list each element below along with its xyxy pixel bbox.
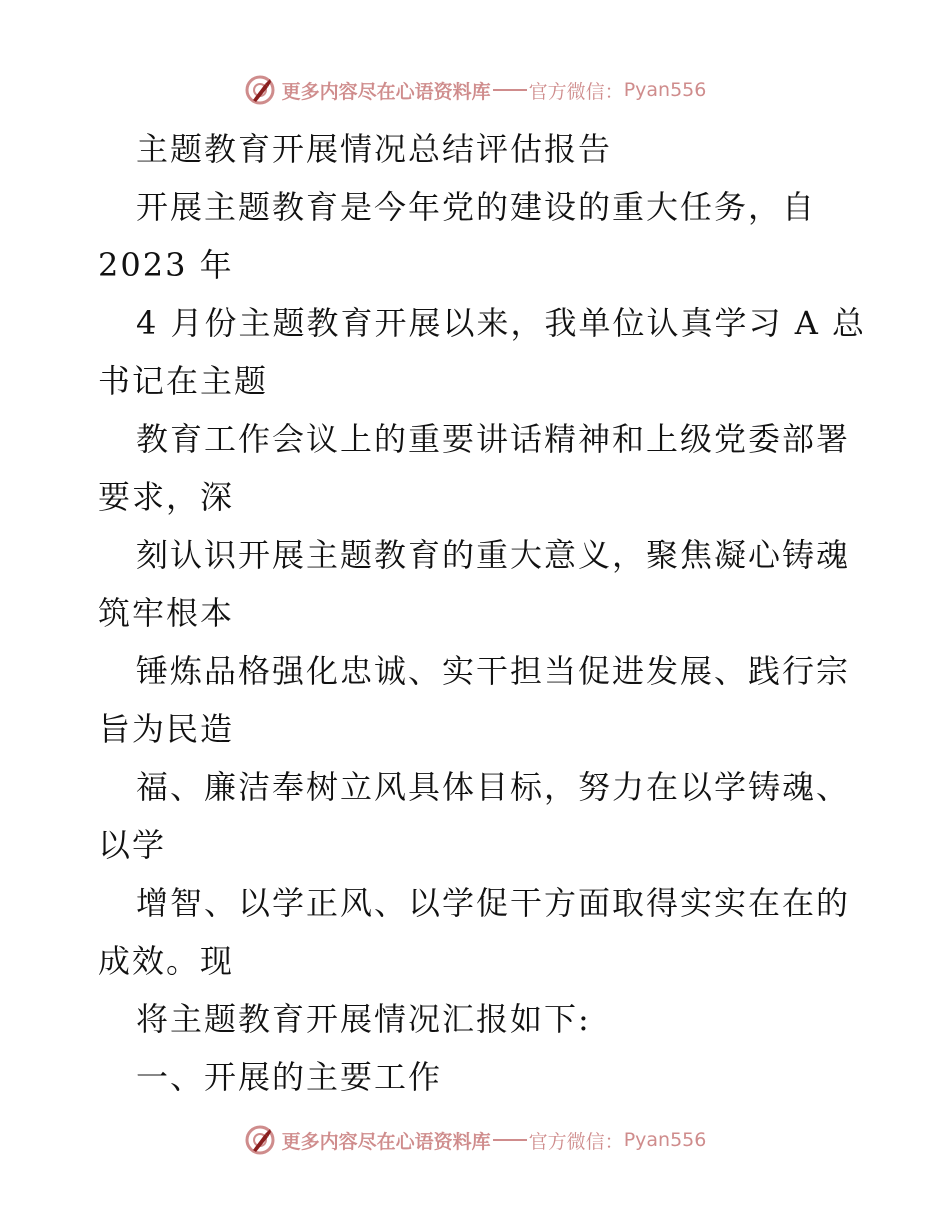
paragraph-line: 旨为民造 xyxy=(98,710,235,748)
quill-pen-logo-icon xyxy=(244,74,276,106)
paragraph-line: 要求，深 xyxy=(98,478,235,516)
watermark-wechat-label: 官方微信： xyxy=(528,1130,624,1153)
watermark-dash xyxy=(493,89,527,91)
watermark-site-text: 更多内容尽在心语资料库 xyxy=(281,80,491,103)
paragraph-line: 4 月份主题教育开展以来，我单位认真学习 A 总 xyxy=(136,304,866,342)
paragraph-line: 开展主题教育是今年党的建设的重大任务，自 xyxy=(136,188,817,226)
watermark-wechat-id: Pyan556 xyxy=(623,1129,707,1151)
quill-pen-logo-icon xyxy=(244,1124,276,1156)
document-body xyxy=(98,120,866,1106)
watermark-dash xyxy=(493,1139,527,1141)
paragraph-line: 锤炼品格强化忠诚、实干担当促进发展、践行宗 xyxy=(136,652,851,690)
watermark-wechat-id: Pyan556 xyxy=(623,79,707,101)
watermark-wechat-label: 官方微信： xyxy=(528,80,624,103)
watermark-banner-top xyxy=(0,70,950,110)
paragraph-line: 成效。现 xyxy=(98,942,235,980)
watermark-banner-bottom xyxy=(0,1120,950,1160)
paragraph-line: 以学 xyxy=(98,826,167,864)
paragraph-line: 将主题教育开展情况汇报如下: xyxy=(136,1000,591,1038)
paragraph-line: 筑牢根本 xyxy=(98,594,235,632)
document-title: 主题教育开展情况总结评估报告 xyxy=(136,130,613,168)
paragraph-line: 教育工作会议上的重要讲话精神和上级党委部署 xyxy=(136,420,851,458)
watermark-site-text: 更多内容尽在心语资料库 xyxy=(281,1130,491,1153)
section-heading: 一、开展的主要工作 xyxy=(136,1058,443,1096)
paragraph-line: 增智、以学正风、以学促干方面取得实实在在的 xyxy=(136,884,851,922)
paragraph-line: 刻认识开展主题教育的重大意义，聚焦凝心铸魂 xyxy=(136,536,851,574)
paragraph-line: 书记在主题 xyxy=(98,362,269,400)
paragraph-line: 2023 年 xyxy=(98,246,234,284)
paragraph-line: 福、廉洁奉树立风具体目标，努力在以学铸魂、 xyxy=(136,768,851,806)
